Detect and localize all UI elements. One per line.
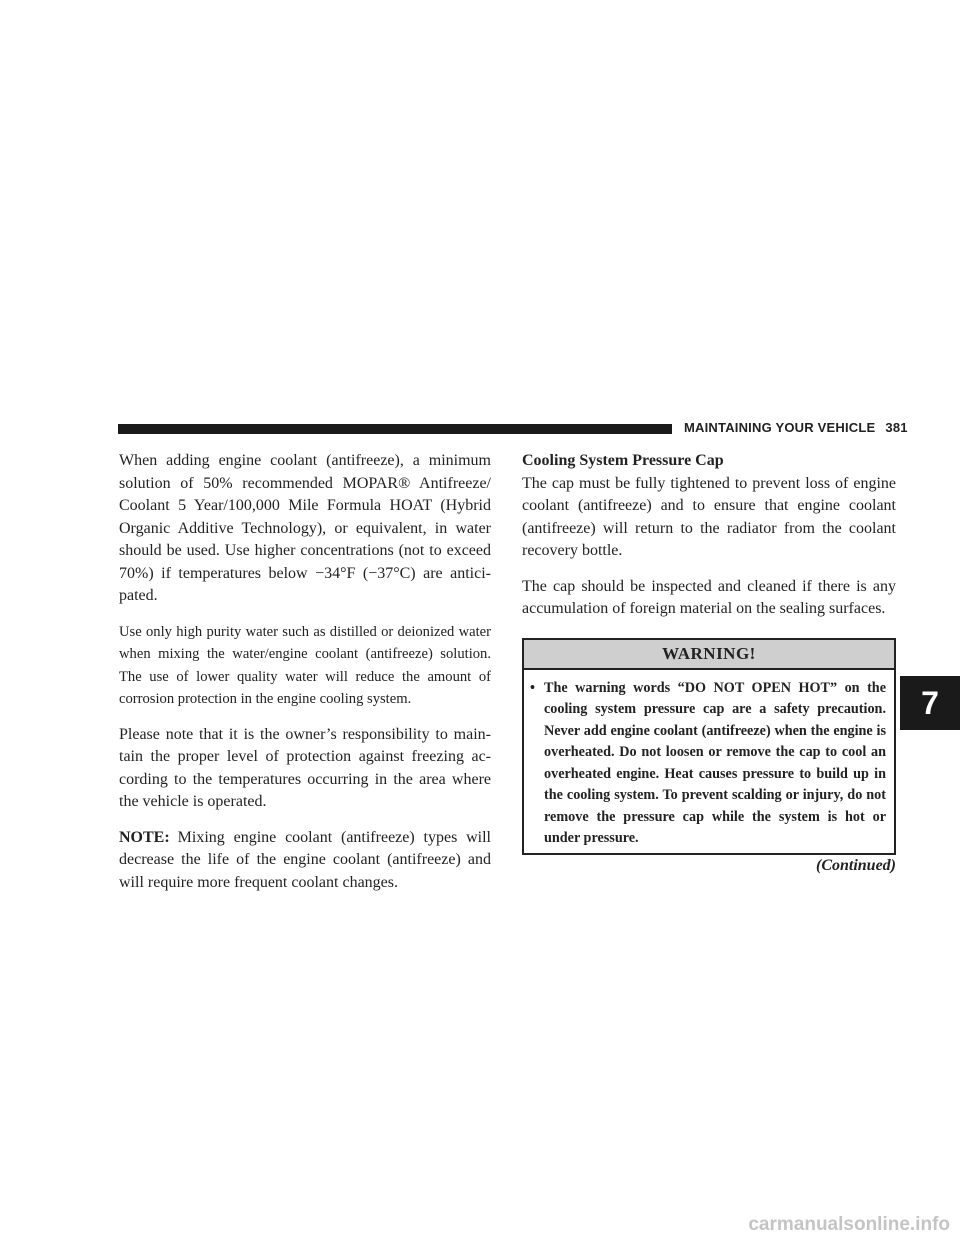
bullet-icon: •: [530, 679, 535, 696]
water-purity-paragraph: Use only high purity water such as distilled or deionized water when mixing the water/engine coolant (antifreeze) solution. The use of lower quality water will reduce the amount of corrosion protection in the engine cooling system.: [119, 623, 491, 707]
owner-responsibility-paragraph: Please note that it is the owner’s responsibility to maintain the proper level of protection against freezing according to the temperatures occurring in the area where the vehicle is operated.: [119, 725, 491, 810]
note-paragraph: [119, 827, 491, 895]
note-label: NOTE:: [119, 828, 170, 846]
section-heading: Cooling System Pressure Cap: [522, 452, 724, 469]
chapter-tab: 7: [900, 676, 960, 730]
section-title: MAINTAINING YOUR VEHICLE: [684, 420, 876, 435]
warning-box: [522, 638, 896, 855]
cap-tighten-paragraph: The cap must be fully tightened to prevent loss of engine coolant (antifreeze) and to ensure that engine coolant (antifreeze) will return to the radiator from the coolant recovery bottle.: [522, 474, 896, 559]
running-header: [684, 420, 908, 435]
left-column: [119, 450, 491, 907]
page-number: 381: [885, 420, 908, 435]
warning-title: WARNING!: [524, 640, 894, 670]
cap-inspect-paragraph: The cap should be inspected and cleaned if there is any accumulation of foreign material on the sealing surfaces.: [522, 577, 896, 617]
right-column: [522, 450, 896, 875]
header-rule: [118, 424, 672, 434]
coolant-mixture-paragraph: When adding engine coolant (antifreeze), a minimum solution of 50% recommended MOPAR® Antifreeze/ Coolant 5 Year/100,000 Mile Formula HOAT (Hybrid Organic Additive Technology), or equivalent, in water should be used. Use higher concentrations (not to exceed 70%) if temperatures below −34°F (−37°C) are anticipated.: [119, 452, 491, 604]
warning-body: [524, 670, 894, 853]
continued-label: (Continued): [815, 856, 896, 874]
warning-text: The warning words “DO NOT OPEN HOT” on the cooling system pressure cap are a safety precaution. Never add engine coolant (antifreeze) when the engine is overheated. Do not loosen or remove the cap to cool an overheated engine. Heat causes pressure to build up in the cooling system. To prevent scalding or injury, do not remove the pressure cap while the system is hot or under pressure.: [544, 679, 886, 846]
watermark: carmanualsonline.info: [748, 1214, 950, 1235]
note-text: Mixing engine coolant (antifreeze) types will decrease the life of the engine coolant (antifreeze) and will require more frequent coolant changes.: [119, 828, 491, 891]
